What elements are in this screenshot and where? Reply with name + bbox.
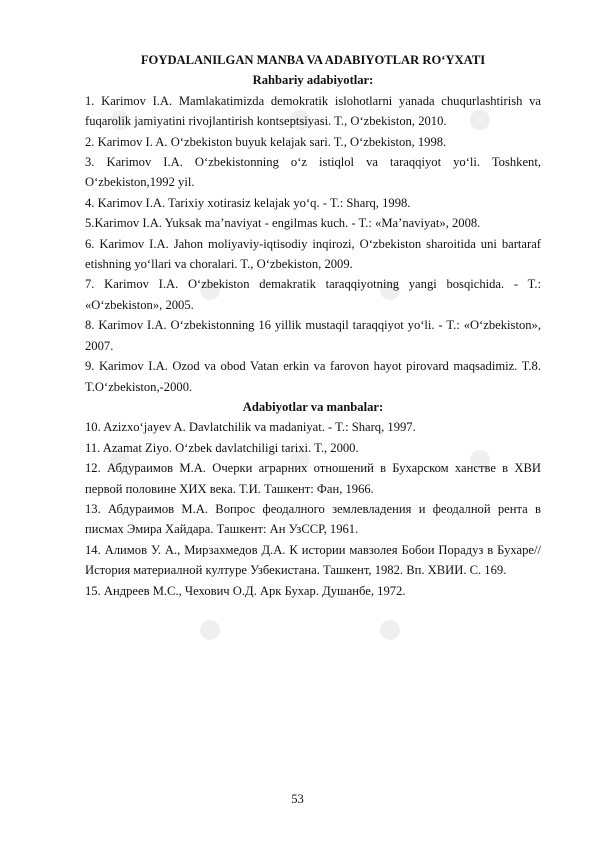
- reference-item-15: 15. Андреев М.С., Чехович О.Д. Арк Бухар. Душанбе, 1972.: [85, 583, 406, 598]
- reference-item-3: 3. Karimov I.A. O‘zbekistonning o‘z istiqlol va taraqqiyot yo‘li. Toshkent, O‘zbekiston,1992 yil.: [85, 155, 541, 190]
- reference-item-6: 6. Karimov I.A. Jahon moliyaviy-iqtisodiy inqirozi, O‘zbekiston sharoitida uni bartaraf etishning yo‘llari va choralari. T., O‘zbekiston, 2009.: [85, 236, 541, 272]
- reference-item-5: 5.Karimov I.A. Yuksak ma’naviyat - engilmas kuch. - T.: «Ma’naviyat», 2008.: [85, 216, 481, 231]
- reference-item-4: 4. Karimov I.A. Tarixiy xotirasiz kelajak yo‘q. - T.: Sharq, 1998.: [85, 195, 411, 210]
- reference-list-guiding: [85, 91, 541, 397]
- reference-item-8: 8. Karimov I.A. O‘zbekistonning 16 yillik mustaqil taraqqiyot yo‘li. - T.: «O‘zbekiston», 2007.: [85, 318, 541, 353]
- page-title: FOYDALANILGAN MANBA VA ADABIYOTLAR RO‘YXATI: [140, 53, 486, 67]
- document-content: [85, 50, 541, 601]
- section-heading-literature-sources: Adabiyotlar va manbalar:: [242, 399, 384, 414]
- reference-item-1: 1. Karimov I.A. Mamlakatimizda demokratik islohotlarni yanada chuqurlashtirish va fuqarolik jamiyatini rivojlantirish kontseptsiyasi. T., O‘zbekiston, 2010.: [85, 93, 541, 129]
- reference-item-9: 9. Karimov I.A. Ozod va obod Vatan erkin va farovon hayot pirovard maqsadimiz. T.8. T.O‘zbekiston,-2000.: [85, 359, 541, 394]
- page-number: 53: [291, 792, 304, 806]
- reference-item-7: 7. Karimov I.A. O‘zbekiston demakratik taraqqiyotning yangi bosqichida. - T.: «O‘zbekiston», 2005.: [85, 277, 541, 312]
- reference-item-13: 13. Абдураимов М.А. Вопрос феодалного землевладения и феодалной рента в писмах Эмира Хайдара. Ташкент: Ан УзССР, 1961.: [85, 501, 541, 537]
- reference-list-sources: [85, 417, 541, 601]
- reference-item-10: 10. Azizxo‘jayev A. Davlatchilik va madaniyat. - T.: Sharq, 1997.: [85, 420, 416, 435]
- reference-item-12: 12. Абдураимов М.А. Очерки аграрних отношений в Бухарском ханстве в ХВИ первой половине ХИХ века. Т.И. Ташкент: Фан, 1966.: [85, 461, 541, 496]
- reference-item-2: 2. Karimov I. A. O‘zbekiston buyuk kelajak sari. T., O‘zbekiston, 1998.: [85, 134, 447, 149]
- section-heading-guiding-literature: Rahbariy adabiyotlar:: [252, 73, 374, 88]
- reference-item-11: 11. Azamat Ziyo. O‘zbek davlatchiligi tarixi. T., 2000.: [85, 440, 359, 455]
- reference-item-14: 14. Алимов У. А., Мирзахмедов Д.А. К истории мавзолея Бобои Порадуз в Бухаре// История материалной културе Узбекистана. Ташкент, 1982. Вп. ХВИИ. С. 169.: [85, 542, 541, 578]
